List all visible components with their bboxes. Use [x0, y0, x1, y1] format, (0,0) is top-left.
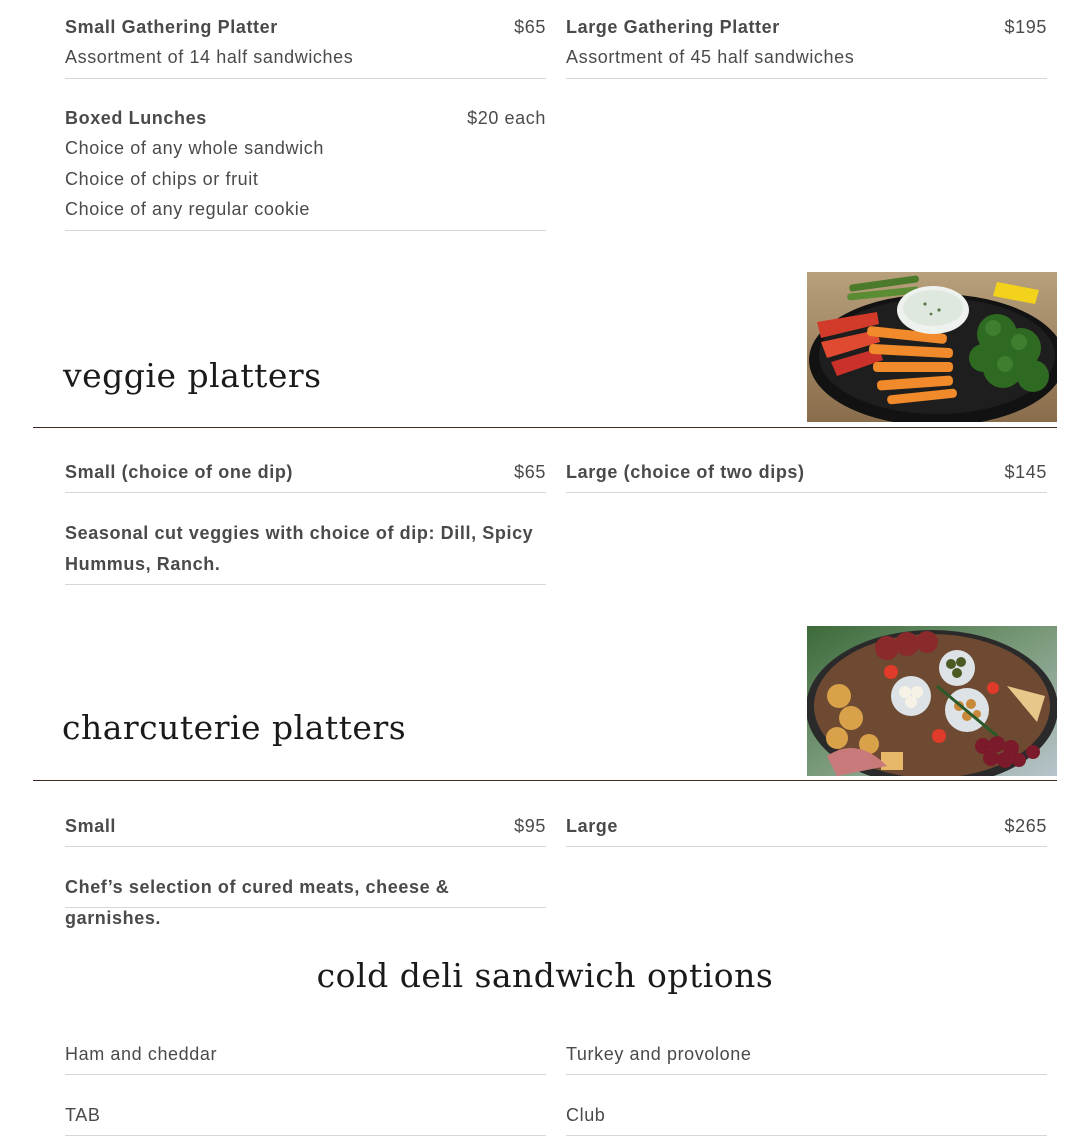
section-title-cold-deli-options: cold deli sandwich options — [316, 956, 774, 995]
item-name: Small Gathering Platter — [65, 17, 278, 37]
item-price: $65 — [514, 17, 546, 37]
deli-option-label: Turkey and provolone — [566, 1044, 752, 1064]
veggie-tray-photo — [807, 272, 1057, 422]
item-name: Large Gathering Platter — [566, 17, 780, 37]
item-price: $95 — [514, 816, 546, 836]
item-description: Chef’s selection of cured meats, cheese & garnishes. — [65, 877, 450, 928]
charcuterie-board-image — [807, 626, 1057, 776]
item-price: $195 — [1004, 17, 1047, 37]
item-name: Small (choice of one dip) — [65, 462, 294, 482]
menu-item-charcuterie-small — [65, 811, 546, 847]
menu-item-veggie-large — [566, 457, 1047, 493]
deli-option-label: Club — [566, 1105, 606, 1125]
section-divider — [33, 780, 1057, 781]
item-name: Large (choice of two dips) — [566, 462, 805, 482]
item-name: Small — [65, 816, 117, 836]
menu-item-small-gathering-platter — [65, 12, 546, 79]
item-price: $65 — [514, 462, 546, 482]
item-price: $145 — [1004, 462, 1047, 482]
section-divider — [33, 427, 1057, 428]
menu-item-boxed-lunches — [65, 103, 546, 231]
menu-item-veggie-small — [65, 457, 546, 493]
menu-item-charcuterie-large — [566, 811, 1047, 847]
charcuterie-description — [65, 872, 546, 928]
item-description: Assortment of 45 half sandwiches — [566, 47, 855, 67]
item-name: Large — [566, 816, 619, 836]
deli-option-label: TAB — [65, 1105, 101, 1125]
item-description-line: Choice of any whole sandwich — [65, 138, 324, 158]
menu-item-large-gathering-platter — [566, 12, 1047, 79]
deli-option-item — [566, 1100, 1047, 1136]
veggie-description — [65, 518, 546, 585]
veggie-tray-image — [807, 272, 1057, 422]
charcuterie-board-photo — [807, 626, 1057, 776]
item-name: Boxed Lunches — [65, 108, 207, 128]
deli-option-item — [566, 1039, 1047, 1075]
deli-option-item — [65, 1039, 546, 1075]
item-description: Seasonal cut veggies with choice of dip: Dill, Spicy Hummus, Ranch. — [65, 523, 534, 574]
item-description: Assortment of 14 half sandwiches — [65, 47, 354, 67]
section-title-charcuterie-platters: charcuterie platters — [62, 708, 407, 747]
item-price: $20 each — [467, 108, 546, 128]
item-price: $265 — [1004, 816, 1047, 836]
deli-option-label: Ham and cheddar — [65, 1044, 218, 1064]
item-description-line: Choice of chips or fruit — [65, 168, 259, 189]
item-description-line: Choice of any regular cookie — [65, 199, 310, 219]
deli-option-item — [65, 1100, 546, 1136]
section-title-veggie-platters: veggie platters — [63, 356, 322, 395]
